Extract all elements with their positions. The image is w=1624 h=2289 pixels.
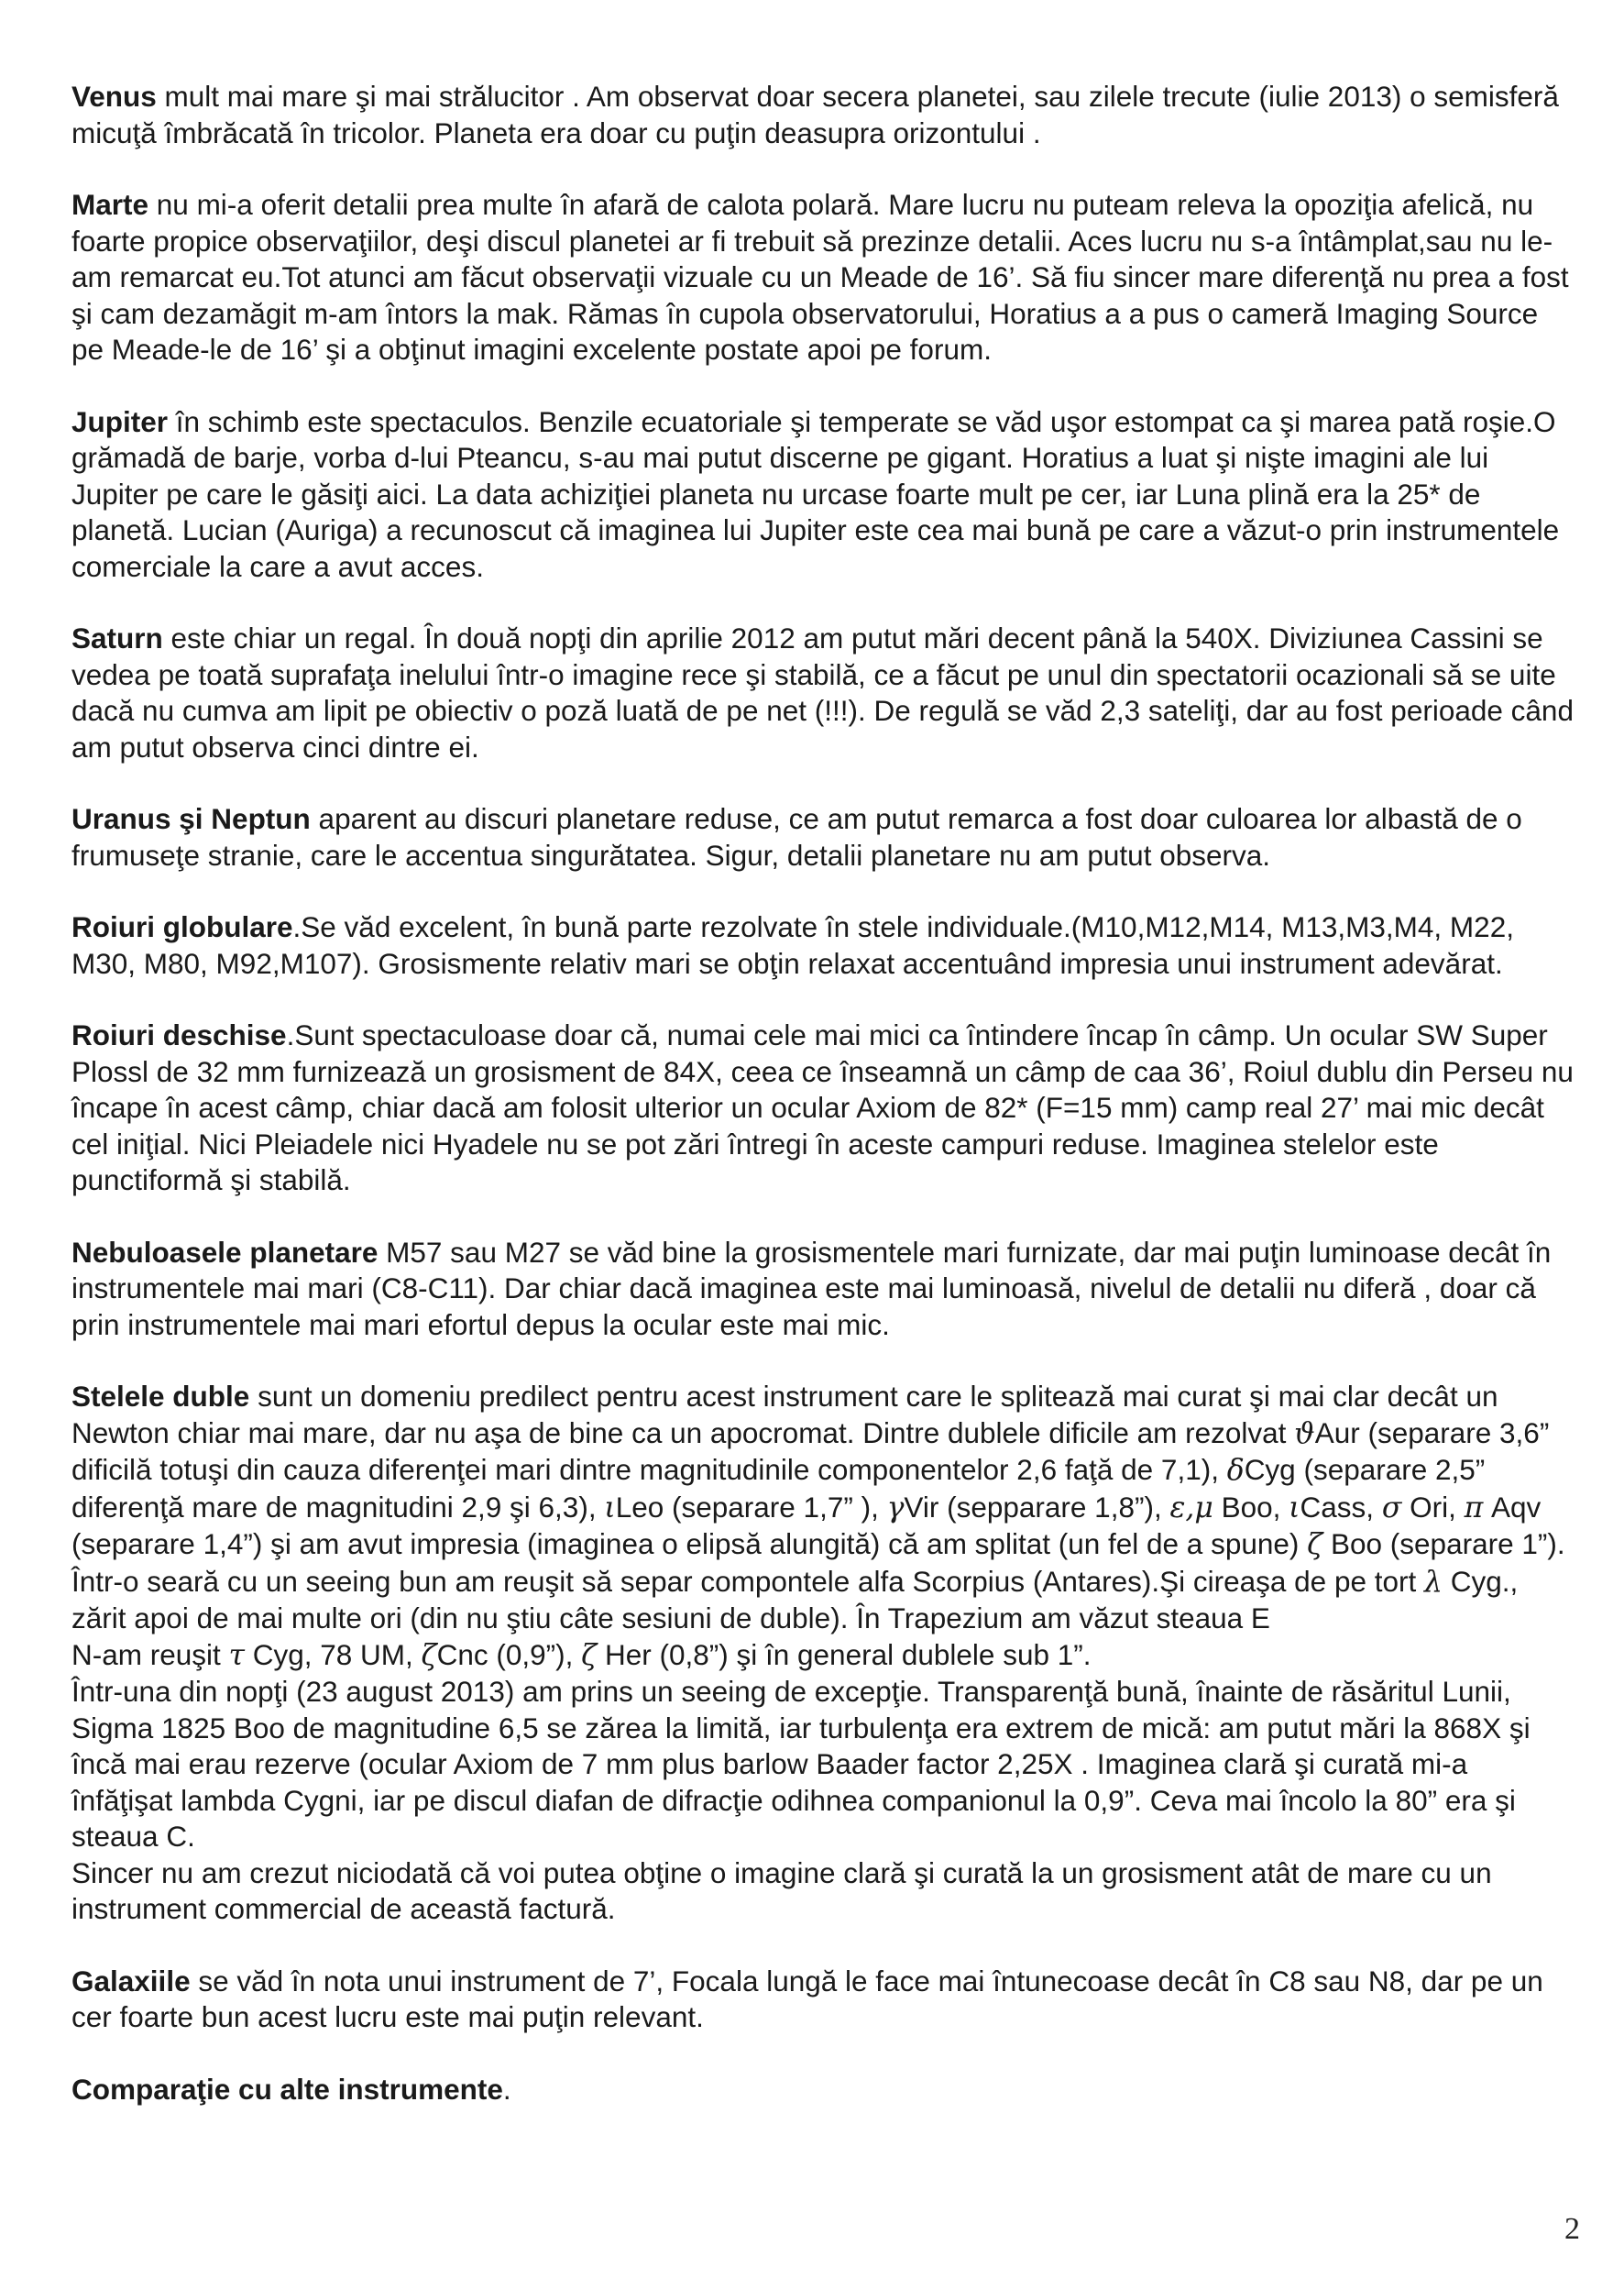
text-stele-duble-segment: N-am reuşit bbox=[71, 1637, 229, 1671]
text-marte: nu mi-a oferit detalii prea multe în afară de calota polară. Mare lucru nu puteam releva la opoziţia afelică, nu foarte propice observaţiilor, deşi discul planetei ar fi trebuit să prezinze detalii. Aces lucru nu s-a întâmplat,sau nu le-am remarcat eu.Tot atunci am făcut observaţii vizuale cu un Meade de 16’. Să fiu sincer mare diferenţă nu prea a fost şi cam dezamăgit m-am întors la mak. Rămas în cupola observatorului, Horatius a a pus o cameră Imaging Source pe Meade-le de 16’ şi a obţinut imagini excelente postate apoi pe forum. bbox=[71, 188, 1569, 366]
heading-jupiter: Jupiter bbox=[71, 404, 169, 438]
text-uranus-neptun: aparent au discuri planetare reduse, ce am putut remarca a fost doar culoarea lor albastă de o frumuseţe stranie, care le accentua singurătatea. Sigur, detalii planetare nu am putut observa. bbox=[71, 802, 1522, 872]
text-stele-duble-segment: Aqv (separare 1,4”) şi am avut impresia (imaginea o elipsă alungită) că am splitat (un fel de a spune) bbox=[71, 1490, 1542, 1560]
heading-nebuloase-planetare: Nebuloasele planetare bbox=[71, 1235, 379, 1269]
heading-roiuri-deschise: Roiuri deschise bbox=[71, 1018, 287, 1051]
text-stele-duble-segment: Sincer nu am crezut niciodată că voi putea obţine o imagine clară şi curată la un grosisment atât de mare cu un instrument commercial de această factură. bbox=[71, 1855, 1492, 1925]
greek-letter-symbol: ι bbox=[604, 1491, 616, 1524]
heading-uranus-neptun: Uranus şi Neptun bbox=[71, 802, 311, 835]
paragraph-roiuri-globulare bbox=[71, 909, 1575, 982]
text-saturn: este chiar un regal. În două nopţi din aprilie 2012 am putut mări decent până la 540X. Diviziunea Cassini se vedea pe toată suprafaţa inelului într-o imagine rece şi stabilă, ce a făcut pe unul din spectatorii ocazionali să se uite dacă nu cumva am lipit pe obiectiv o poză luată de pe net (!!!). De regulă se văd 2,3 sateliţi, dar au fost perioade când am putut observa cinci dintre ei. bbox=[71, 622, 1574, 764]
paragraph-stele-duble bbox=[71, 1379, 1575, 1928]
text-stele-duble-segment: Cyg (separare 2,5” diferenţă mare de magnitudini 2,9 şi 6,3), bbox=[71, 1453, 1486, 1524]
text-roiuri-globulare: .Se văd excelent, în bună parte rezolvate în stele individuale.(M10,M12,M14, M13,M3,M4, M22, M30, M80, M92,M107). Grosismente relativ mari se obţin relaxat accentuând impresia unui instrument adevărat. bbox=[71, 910, 1514, 980]
paragraph-marte bbox=[71, 187, 1575, 369]
greek-letter-symbol: ζ bbox=[421, 1638, 437, 1672]
greek-letter-symbol: γ bbox=[886, 1491, 905, 1524]
paragraph-roiuri-deschise bbox=[71, 1018, 1575, 1199]
text-stele-duble-segment: Leo (separare 1,7” ), bbox=[615, 1490, 887, 1524]
paragraph-uranus-neptun bbox=[71, 801, 1575, 874]
page-number: 2 bbox=[1564, 2212, 1580, 2246]
greek-letter-symbol: τ bbox=[228, 1638, 245, 1672]
text-stele-duble-segment: sunt un domeniu predilect pentru acest instrument care le splitează mai curat şi mai clar decât un Newton chiar mai mare, dar nu aşa de bine ca un apocromat. Dintre dublele dificile am rezolvat bbox=[71, 1380, 1498, 1449]
greek-letter-symbol: δ bbox=[1226, 1454, 1245, 1487]
greek-letter-symbol: ε,μ bbox=[1169, 1491, 1213, 1524]
text-stele-duble-segment: Boo, bbox=[1213, 1490, 1289, 1524]
text-stele-duble-segment: Aur (separare 3,6” dificilă totuşi din cauza diferenţei mari dintre magnitudinile componentelor 2,6 faţă de 7,1), bbox=[71, 1415, 1550, 1486]
greek-letter-symbol: ι bbox=[1289, 1491, 1300, 1524]
text-stele-duble-segment: Her (0,8”) şi în general dublele sub 1”. bbox=[597, 1637, 1092, 1671]
greek-letter-symbol: ζ bbox=[581, 1638, 598, 1672]
heading-roiuri-globulare: Roiuri globulare bbox=[71, 910, 293, 943]
text-comparatie: . bbox=[502, 2072, 511, 2106]
document-body bbox=[71, 79, 1575, 2107]
heading-marte: Marte bbox=[71, 188, 149, 221]
paragraph-saturn bbox=[71, 621, 1575, 765]
heading-stele-duble: Stelele duble bbox=[71, 1380, 250, 1413]
greek-letter-symbol: ϑ bbox=[1294, 1416, 1315, 1450]
text-galaxii: se văd în nota unui instrument de 7’, Focala lungă le face mai întunecoase decât în C8 sau N8, dar pe un cer foarte bun acest lucru este mai puţin relevant. bbox=[71, 1964, 1543, 2033]
text-stele-duble-segment: Cyg., zărit apoi de mai multe ori (din nu ştiu câte sesiuni de duble). În Trapezium am văzut steaua E bbox=[71, 1564, 1519, 1634]
text-stele-duble-segment: Cyg, 78 UM, bbox=[244, 1637, 422, 1671]
text-stele-duble-segment: Ori, bbox=[1401, 1490, 1465, 1524]
text-jupiter: în schimb este spectaculos. Benzile ecuatoriale şi temperate se văd uşor estompat ca şi marea pată roşie.O grămadă de barje, vorba d-lui Pteancu, s-au mai putut discerne pe gigant. Horatius a luat şi nişte imagini ale lui Jupiter pe care le găsiţi aici. La data achiziţiei planeta nu urcase foarte mult pe cer, iar Luna plină era la 25* de planetă. Lucian (Auriga) a recunoscut că imaginea lui Jupiter este cea mai bună pe care a văzut-o prin instrumentele comerciale la care a avut acces. bbox=[71, 404, 1560, 583]
heading-comparatie: Comparaţie cu alte instrumente bbox=[71, 2072, 503, 2106]
greek-letter-symbol: σ bbox=[1381, 1491, 1402, 1524]
greek-letter-symbol: ζ bbox=[1307, 1528, 1323, 1561]
greek-letter-symbol: π bbox=[1464, 1491, 1484, 1524]
text-stele-duble-segment: Într-una din nopţi (23 august 2013) am prins un seeing de excepţie. Transparenţă bună, înainte de răsăritul Lunii, Sigma 1825 Boo de magnitudine 6,5 se zărea la limită, iar turbulenţa era extrem de mică: am putut mări la 868X şi încă mai erau rezerve (ocular Axiom de 7 mm plus barlow Baader factor 2,25X . Imaginea clară şi curată mi-a înfăţişat lambda Cygni, iar pe discul diafan de difracţie odihnea companionul la 0,9”. Ceva mai încolo la 80” era şi steaua C. bbox=[71, 1675, 1531, 1853]
paragraph-comparatie bbox=[71, 2072, 1575, 2108]
text-stele-duble-segment: Cass, bbox=[1300, 1490, 1382, 1524]
paragraph-jupiter bbox=[71, 404, 1575, 586]
heading-galaxii: Galaxiile bbox=[71, 1964, 191, 1997]
heading-venus: Venus bbox=[71, 80, 157, 113]
text-stele-duble-segment: Cnc (0,9”), bbox=[436, 1637, 582, 1671]
heading-saturn: Saturn bbox=[71, 622, 163, 655]
paragraph-galaxii bbox=[71, 1964, 1575, 2036]
text-roiuri-deschise: .Sunt spectaculoase doar că, numai cele mai mici ca întindere încap în câmp. Un ocular SW Super Plossl de 32 mm furnizează un grosisment de 84X, ceea ce înseamnă un câmp de caa 36’, Roiul dublu din Perseu nu încape în acest câmp, chiar dacă am folosit ulterior un ocular Axiom de 82* (F=15 mm) camp real 27’ mai mic decât cel iniţial. Nici Pleiadele nici Hyadele nu se pot zări întregi în aceste campuri reduse. Imaginea stelelor este punctiformă şi stabilă. bbox=[71, 1018, 1574, 1196]
paragraph-nebuloase-planetare bbox=[71, 1235, 1575, 1344]
text-stele-duble-segment: Boo (separare 1”). Într-o seară cu un seeing bun am reuşit să separ compontele alfa Scorpius (Antares).Şi cireaşa de pe tort bbox=[71, 1527, 1565, 1598]
text-nebuloase-planetare: M57 sau M27 se văd bine la grosismentele mari furnizate, dar mai puţin luminoase decât în instrumentele mai mari (C8-C11). Dar chiar dacă imaginea este mai luminoasă, nivelul de detalii nu diferă , doar că prin instrumentele mai mari efortul depus la ocular este mai mic. bbox=[71, 1235, 1552, 1341]
paragraph-venus bbox=[71, 79, 1575, 151]
greek-letter-symbol: λ bbox=[1424, 1565, 1443, 1599]
text-stele-duble-segment: Vir (sepparare 1,8”), bbox=[904, 1490, 1170, 1524]
text-venus: mult mai mare şi mai strălucitor . Am observat doar secera planetei, sau zilele trecute (iulie 2013) o semisferă micuţă îmbrăcată în tricolor. Planeta era doar cu puţin deasupra orizontului . bbox=[71, 80, 1559, 149]
